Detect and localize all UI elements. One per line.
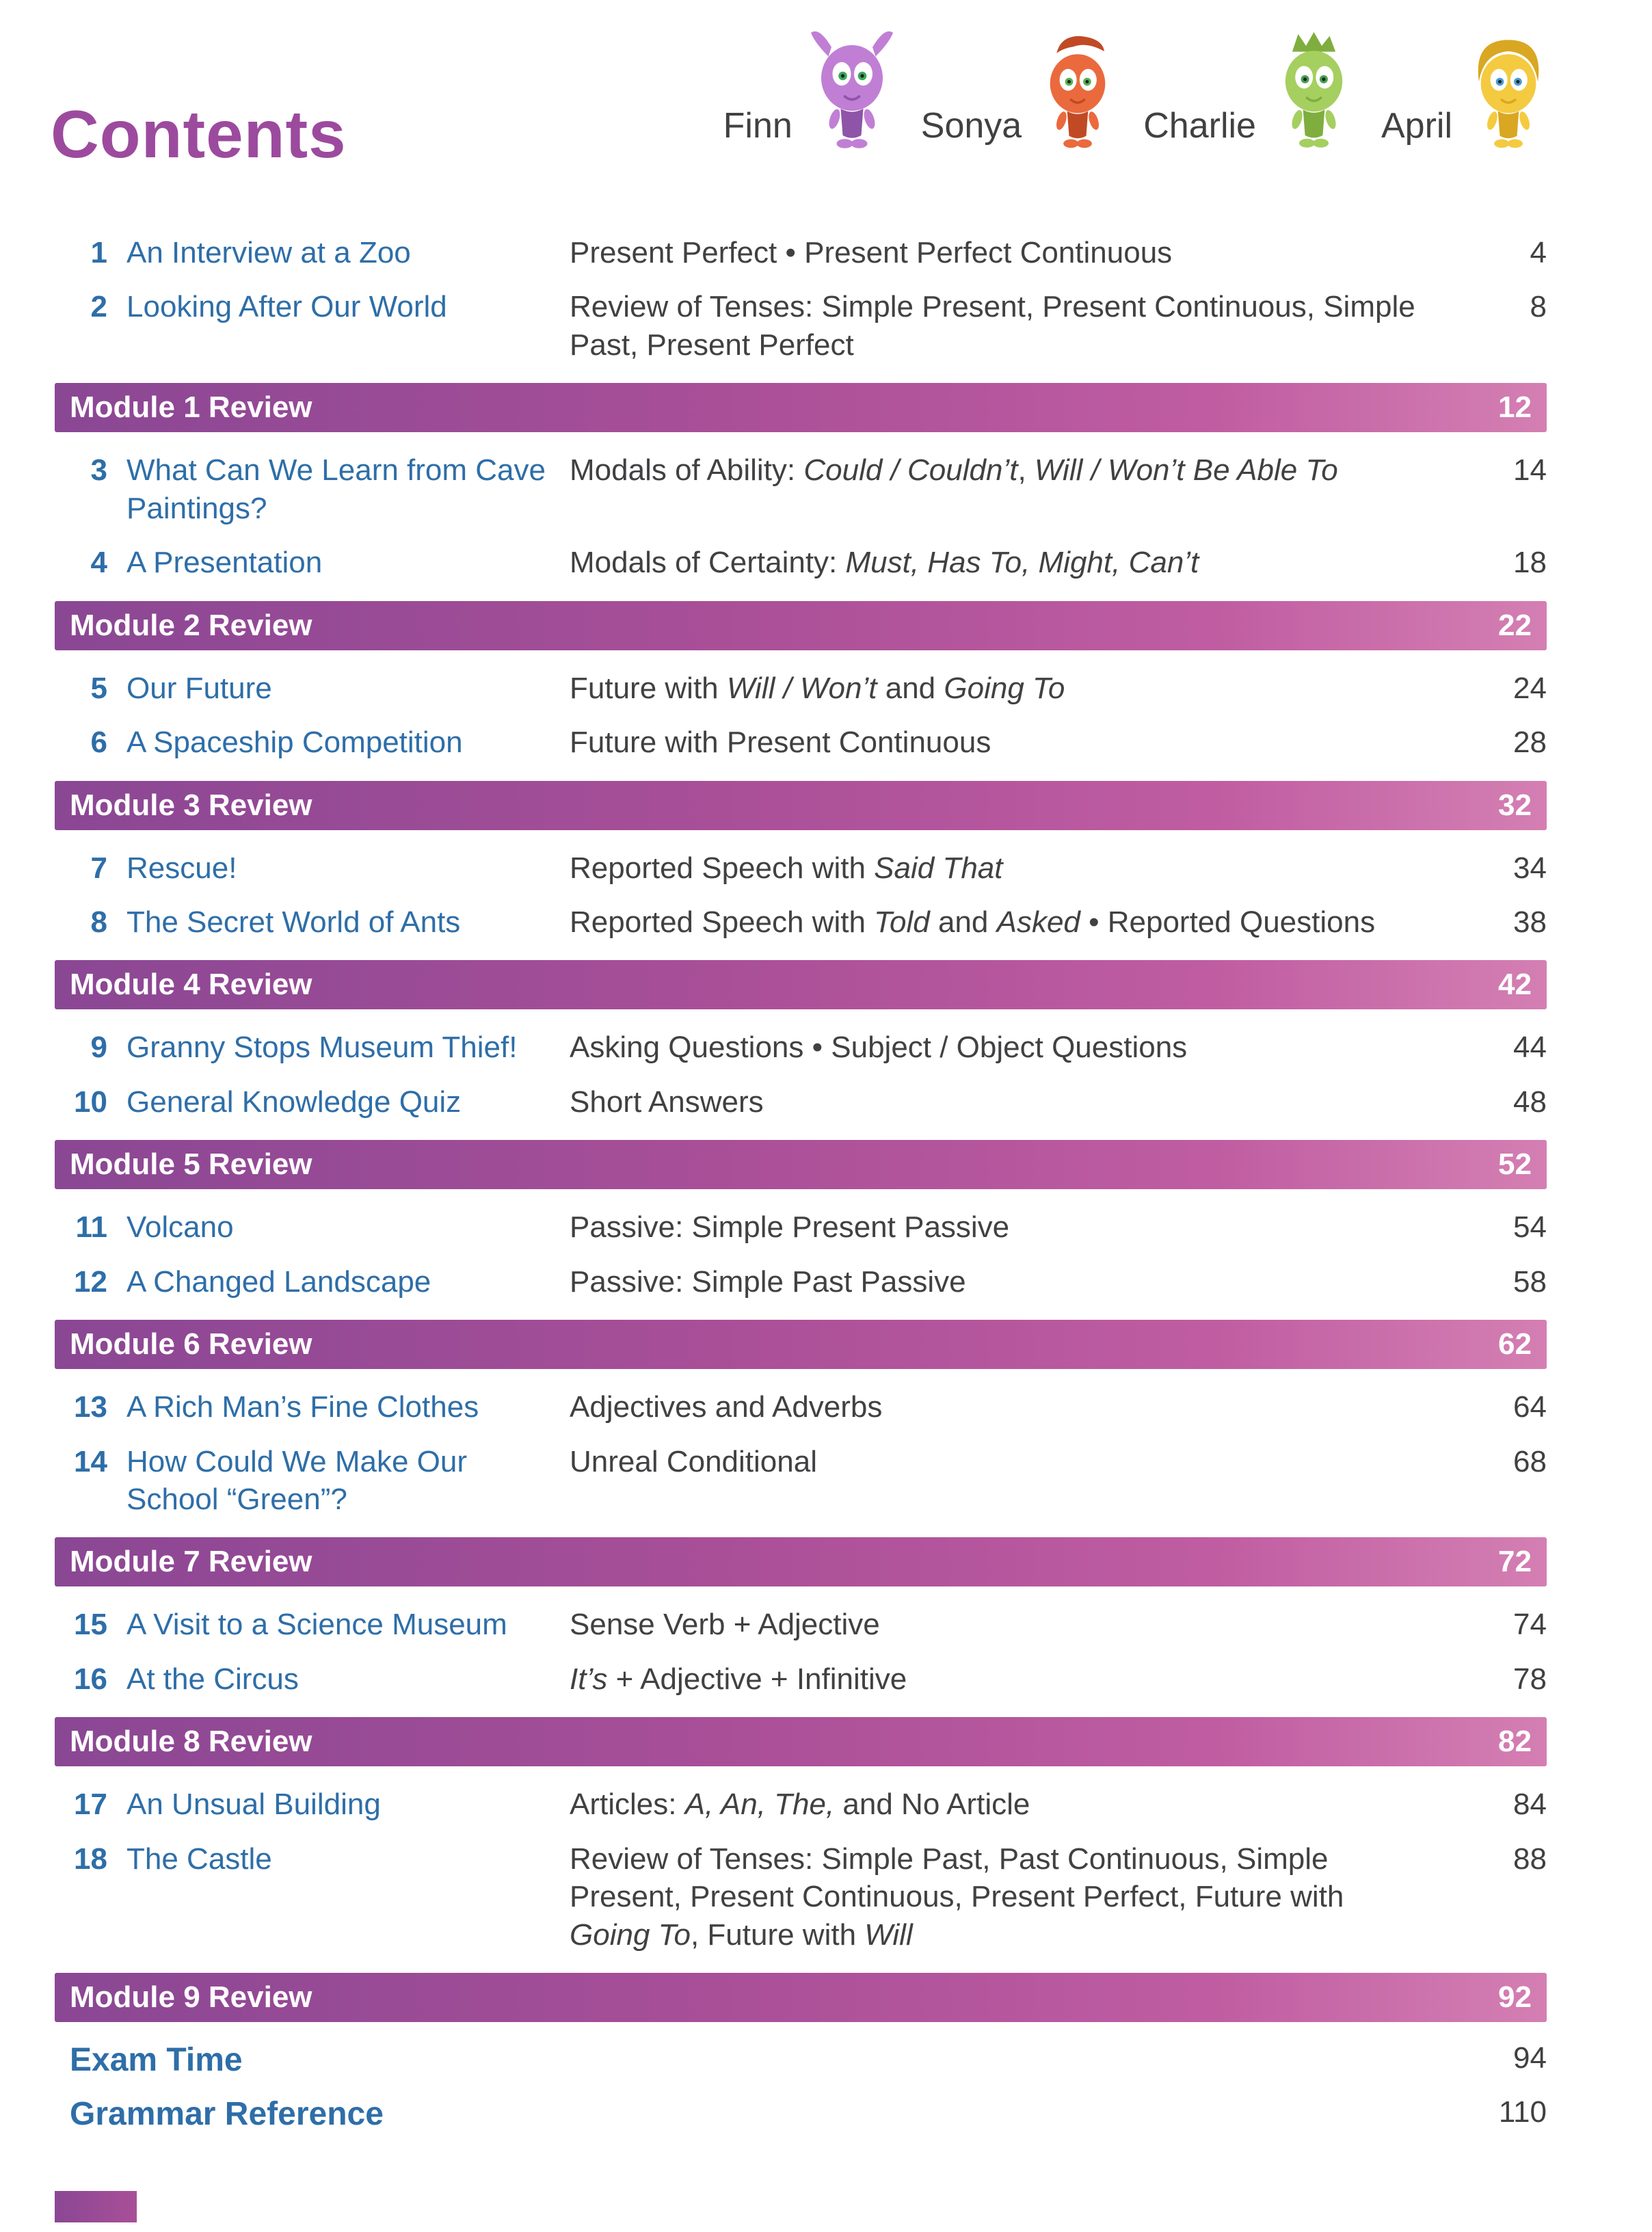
- unit-page-number: 48: [1513, 1085, 1547, 1119]
- unit-title: A Visit to a Science Museum: [126, 1608, 507, 1642]
- unit-row: [55, 1832, 1547, 1962]
- unit-number: 15: [74, 1608, 107, 1642]
- character-april-name: April: [1381, 106, 1452, 146]
- unit-page-number: 88: [1513, 1842, 1547, 1876]
- topic-segment: Future with Present Continuous: [570, 726, 991, 760]
- page-title: Contents: [51, 96, 347, 172]
- topic-segment: Will / Won’t: [726, 671, 877, 705]
- april-character-icon: [1461, 34, 1556, 156]
- topic-segment: A, An, The,: [684, 1788, 835, 1822]
- unit-row: [55, 535, 1547, 589]
- unit-title: Granny Stops Museum Thief!: [126, 1031, 518, 1065]
- module-review-page-number: 22: [1498, 608, 1532, 642]
- module-review-label: Module 5 Review: [70, 1147, 312, 1182]
- unit-topic: [570, 1083, 1432, 1121]
- unit-topic: [570, 288, 1432, 364]
- unit-page-number: 18: [1513, 546, 1547, 580]
- unit-topic: [570, 723, 1432, 761]
- backmatter-label: Exam Time: [70, 2042, 243, 2079]
- unit-title: The Castle: [126, 1842, 272, 1876]
- unit-title: A Changed Landscape: [126, 1264, 431, 1299]
- topic-segment: Asking Questions • Subject / Object Questions: [570, 1031, 1188, 1065]
- unit-title: How Could We Make Our School “Green”?: [126, 1444, 468, 1516]
- unit-topic: [570, 1208, 1432, 1246]
- unit-row: [55, 443, 1547, 535]
- topic-segment: Present Perfect • Present Perfect Continuous: [570, 236, 1173, 269]
- unit-page-number: 38: [1513, 905, 1547, 939]
- topic-segment: Adjectives and Adverbs: [570, 1390, 883, 1424]
- unit-page-number: 84: [1513, 1788, 1547, 1822]
- unit-topic: [570, 544, 1432, 581]
- module-review-bar: [55, 1717, 1547, 1766]
- character-finn: [723, 25, 903, 156]
- module-review-label: Module 8 Review: [70, 1725, 312, 1759]
- unit-number: 16: [74, 1662, 107, 1696]
- unit-row: [55, 1075, 1547, 1129]
- backmatter-page-number: 94: [1513, 2041, 1547, 2075]
- topic-segment: Reported Speech with: [570, 851, 875, 885]
- unit-topic: [570, 1606, 1432, 1643]
- module-review-label: Module 7 Review: [70, 1545, 312, 1579]
- unit-title: A Spaceship Competition: [126, 726, 463, 760]
- unit-row: [55, 1597, 1547, 1651]
- unit-number: 5: [90, 671, 107, 705]
- topic-segment: Modals of Certainty:: [570, 546, 846, 580]
- unit-page-number: 34: [1513, 851, 1547, 885]
- module-review-label: Module 6 Review: [70, 1327, 312, 1361]
- module-review-bar: [55, 781, 1547, 830]
- module-review-bar: [55, 960, 1547, 1009]
- topic-segment: and No Article: [834, 1788, 1030, 1822]
- unit-topic: [570, 451, 1432, 527]
- unit-number: 1: [90, 236, 107, 269]
- unit-title: An Unsual Building: [126, 1788, 381, 1822]
- unit-title: Our Future: [126, 671, 272, 705]
- module-review-page-number: 62: [1498, 1327, 1532, 1361]
- unit-page-number: 28: [1513, 726, 1547, 760]
- sonya-character-icon: [1030, 34, 1125, 156]
- topic-segment: Unreal Conditional: [570, 1444, 817, 1478]
- unit-page-number: 68: [1513, 1444, 1547, 1478]
- unit-row: [55, 1435, 1547, 1527]
- unit-number: 18: [74, 1842, 107, 1876]
- module-review-label: Module 4 Review: [70, 968, 312, 1002]
- topic-segment: Short Answers: [570, 1085, 764, 1119]
- unit-number: 10: [74, 1085, 107, 1119]
- unit-row: [55, 226, 1547, 280]
- unit-number: 17: [74, 1788, 107, 1822]
- unit-row: [55, 280, 1547, 372]
- topic-segment: and: [929, 905, 997, 939]
- unit-row: [55, 1652, 1547, 1706]
- unit-number: 8: [90, 905, 107, 939]
- module-review-bar: [55, 383, 1547, 432]
- unit-row: [55, 841, 1547, 895]
- unit-topic: [570, 1028, 1432, 1066]
- topic-segment: Passive: Simple Present Passive: [570, 1210, 1010, 1245]
- backmatter-page-number: 110: [1498, 2095, 1547, 2129]
- topic-segment: ,: [1017, 453, 1035, 488]
- topic-segment: Future with: [570, 671, 727, 705]
- unit-topic: [570, 903, 1432, 941]
- charlie-character-icon: [1264, 30, 1363, 156]
- unit-topic: [570, 1388, 1432, 1426]
- topic-segment: Said That: [874, 851, 1003, 885]
- unit-title: A Rich Man’s Fine Clothes: [126, 1390, 479, 1424]
- module-review-label: Module 2 Review: [70, 608, 312, 642]
- topic-segment: Passive: Simple Past Passive: [570, 1264, 966, 1299]
- module-review-bar: [55, 1973, 1547, 2022]
- topic-segment: Could / Couldn’t: [803, 453, 1018, 488]
- unit-number: 11: [75, 1210, 107, 1245]
- unit-title: What Can We Learn from Cave Paintings?: [126, 453, 546, 525]
- unit-page-number: 44: [1513, 1031, 1547, 1065]
- unit-topic: [570, 1785, 1432, 1823]
- character-sonya-name: Sonya: [920, 106, 1022, 146]
- unit-row: [55, 1020, 1547, 1074]
- module-review-label: Module 1 Review: [70, 390, 312, 425]
- unit-topic: [570, 669, 1432, 707]
- topic-segment: It’s: [570, 1662, 608, 1696]
- topic-segment: + Adjective + Infinitive: [607, 1662, 907, 1696]
- unit-title: The Secret World of Ants: [126, 905, 461, 939]
- unit-topic: [570, 234, 1432, 271]
- topic-segment: Articles:: [570, 1788, 685, 1822]
- unit-title: Rescue!: [126, 851, 237, 885]
- unit-page-number: 78: [1513, 1662, 1547, 1696]
- character-april: [1381, 34, 1556, 156]
- unit-number: 7: [90, 851, 107, 885]
- unit-page-number: 74: [1513, 1608, 1547, 1642]
- module-review-page-number: 82: [1498, 1725, 1532, 1759]
- topic-segment: Going To: [944, 671, 1065, 705]
- character-charlie-name: Charlie: [1143, 106, 1256, 146]
- backmatter-row: [55, 2033, 1547, 2087]
- unit-number: 6: [90, 726, 107, 760]
- module-review-bar: [55, 1320, 1547, 1369]
- unit-page-number: 14: [1513, 453, 1547, 488]
- unit-number: 3: [90, 453, 107, 488]
- unit-title: Looking After Our World: [126, 290, 447, 324]
- unit-number: 9: [90, 1031, 107, 1065]
- characters-header: [723, 25, 1556, 156]
- module-review-page-number: 42: [1498, 968, 1532, 1002]
- topic-segment: Will: [864, 1917, 913, 1952]
- topic-segment: , Future with: [690, 1917, 865, 1952]
- module-review-label: Module 9 Review: [70, 1980, 312, 2015]
- unit-page-number: 64: [1513, 1390, 1547, 1424]
- unit-topic: [570, 1840, 1432, 1954]
- module-review-bar: [55, 1537, 1547, 1586]
- finn-character-icon: [801, 25, 903, 156]
- topic-segment: and: [877, 671, 944, 705]
- module-review-bar: [55, 601, 1547, 650]
- unit-row: [55, 1200, 1547, 1254]
- topic-segment: Sense Verb + Adjective: [570, 1608, 880, 1642]
- backmatter-row: [55, 2087, 1547, 2141]
- unit-page-number: 54: [1513, 1210, 1547, 1245]
- unit-number: 13: [74, 1390, 107, 1424]
- module-review-page-number: 52: [1498, 1147, 1532, 1182]
- unit-title: General Knowledge Quiz: [126, 1085, 462, 1119]
- module-review-bar: [55, 1140, 1547, 1189]
- toc-list: [55, 226, 1547, 2141]
- topic-segment: Review of Tenses: Simple Past, Past Continuous, Simple Present, Present Continuous, Present Perfect, Future with: [570, 1842, 1344, 1914]
- topic-segment: Reported Speech with: [570, 905, 875, 939]
- unit-page-number: 58: [1513, 1264, 1547, 1299]
- character-charlie: [1143, 30, 1363, 156]
- unit-row: [55, 1380, 1547, 1434]
- topic-segment: Modals of Ability:: [570, 453, 804, 488]
- unit-row: [55, 715, 1547, 769]
- unit-number: 12: [74, 1264, 107, 1299]
- unit-row: [55, 1255, 1547, 1309]
- module-review-page-number: 72: [1498, 1545, 1532, 1579]
- module-review-page-number: 92: [1498, 1980, 1532, 2015]
- topic-segment: Asked: [996, 905, 1080, 939]
- character-sonya: [921, 34, 1125, 156]
- unit-page-number: 8: [1530, 290, 1547, 324]
- topic-segment: Review of Tenses: Simple Present, Present Continuous, Simple Past, Present Perfect: [570, 290, 1415, 362]
- unit-page-number: 24: [1513, 671, 1547, 705]
- topic-segment: Will / Won’t Be Able To: [1034, 453, 1338, 488]
- topic-segment: Must, Has To, Might, Can’t: [845, 546, 1199, 580]
- topic-segment: Told: [874, 905, 930, 939]
- unit-topic: [570, 1660, 1432, 1698]
- unit-row: [55, 661, 1547, 715]
- backmatter-label: Grammar Reference: [70, 2096, 384, 2133]
- unit-title: An Interview at a Zoo: [126, 236, 411, 269]
- character-finn-name: Finn: [723, 106, 792, 146]
- unit-title: At the Circus: [126, 1662, 299, 1696]
- unit-number: 14: [74, 1444, 107, 1478]
- topic-segment: • Reported Questions: [1080, 905, 1376, 939]
- unit-topic: [570, 1443, 1432, 1519]
- module-review-page-number: 32: [1498, 788, 1532, 822]
- unit-page-number: 4: [1530, 236, 1547, 269]
- unit-number: 4: [90, 546, 107, 580]
- unit-title: A Presentation: [126, 546, 323, 580]
- unit-row: [55, 1777, 1547, 1831]
- unit-number: 2: [90, 290, 107, 324]
- unit-topic: [570, 1263, 1432, 1301]
- module-review-label: Module 3 Review: [70, 788, 312, 822]
- topic-segment: Going To: [570, 1917, 691, 1952]
- unit-row: [55, 895, 1547, 949]
- unit-title: Volcano: [126, 1210, 234, 1245]
- page-corner-mark: [55, 2191, 137, 2222]
- module-review-page-number: 12: [1498, 390, 1532, 425]
- unit-topic: [570, 849, 1432, 887]
